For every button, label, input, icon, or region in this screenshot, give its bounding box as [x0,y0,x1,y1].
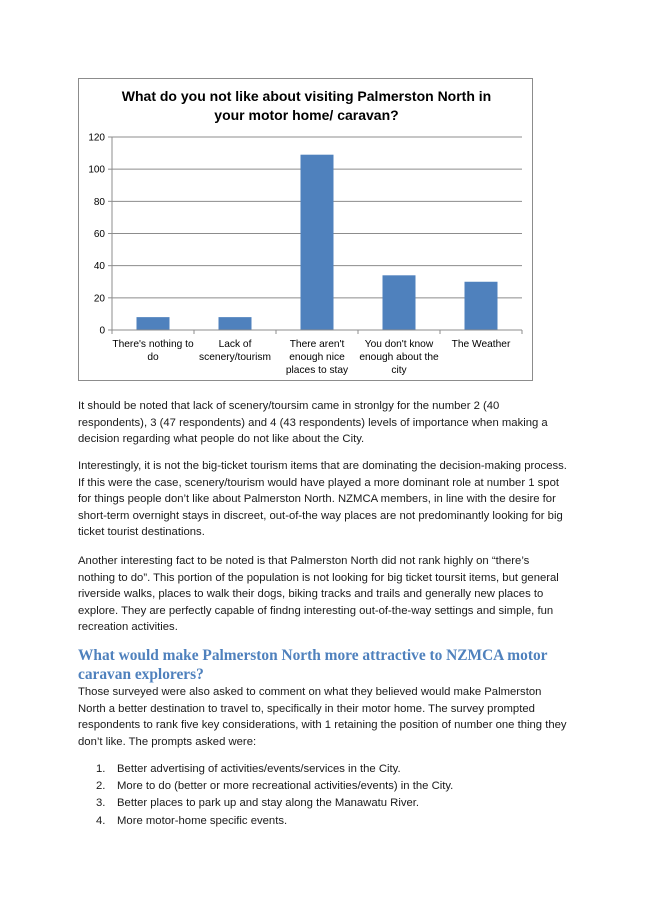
bar-chart [78,78,533,381]
prompt-text: More motor-home specific events. [117,814,288,827]
prompt-item [96,778,453,795]
prompts-list [96,761,453,830]
x-category-label: Lack of scenery/tourism [199,339,271,363]
chart-title: What do you not like about visiting Palmerston North in your motor home/ caravan? [121,88,492,123]
prompt-number: 2. [96,780,106,793]
prompt-text: More to do (better or more recreational activities/events) in the City. [117,780,454,793]
prompt-text: Better advertising of activities/events/services in the City. [117,763,401,775]
x-category-label: You don't know enough about the city [359,339,439,376]
y-tick-label: 120 [88,132,105,144]
bar [301,155,334,330]
x-category-label: The Weather [451,339,511,350]
section-heading: What would make Palmerston North more attractive to NZMCA motor caravan explorers? [78,647,548,683]
x-category-label: There aren't enough nice places to stay [285,339,349,376]
x-category-label: There's nothing to do [112,339,194,363]
paragraph-nothing-to-do: Another interesting fact to be noted is that Palmerston North did not rank highly on “there’s nothing to do”. This portion of the population is not looking for big ticket toursit items, but general riverside walks, places to walk their dogs, biking tracks and trails and generally new places to explore. They are perfectly capable of findng interesting out-of-the-way settings and simple, fun recreation activities. [78,555,559,634]
bar [137,317,170,330]
bar [383,275,416,330]
prompt-item [96,761,453,778]
paragraph-survey-prompts: Those surveyed were also asked to comment on what they believed would make Palmerston North a better destination to travel to, specifically in their motor home. The survey prompted respondents to rank five key considerations, with 1 retaining the position of number one thing they don’t like. The prompts asked were: [78,686,567,748]
y-tick-label: 100 [88,164,105,176]
prompt-number: 3. [96,797,106,810]
prompt-number: 4. [96,814,106,827]
bar [219,317,252,330]
prompt-item [96,795,453,812]
paragraph-big-ticket: Interestingly, it is not the big-ticket tourism items that are dominating the decision-making process. If this were the case, scenery/tourism would have played a more dominant role at number 1 spot for things people don’t like about Palmerston North. NZMCA members, in line with the desire for short-term overnight stays in discreet, out-of-the way places are not predominantly looking for big ticket tourist destinations. [78,460,567,539]
paragraph-scenery-note: It should be noted that lack of scenery/toursim came in stronlgy for the number 2 (40 respondents), 3 (47 respondents) and 4 (43 respondents) levels of importance when making a decision regarding what people do not like about the City. [78,400,548,446]
y-tick-label: 0 [99,325,105,337]
bar [465,282,498,330]
prompt-text: Better places to park up and stay along the Manawatu River. [117,797,420,810]
prompt-number: 1. [96,763,106,775]
prompt-item [96,813,453,830]
y-tick-label: 40 [93,261,105,273]
y-tick-label: 60 [93,229,105,240]
y-tick-label: 80 [93,196,105,208]
y-tick-label: 20 [93,293,105,305]
